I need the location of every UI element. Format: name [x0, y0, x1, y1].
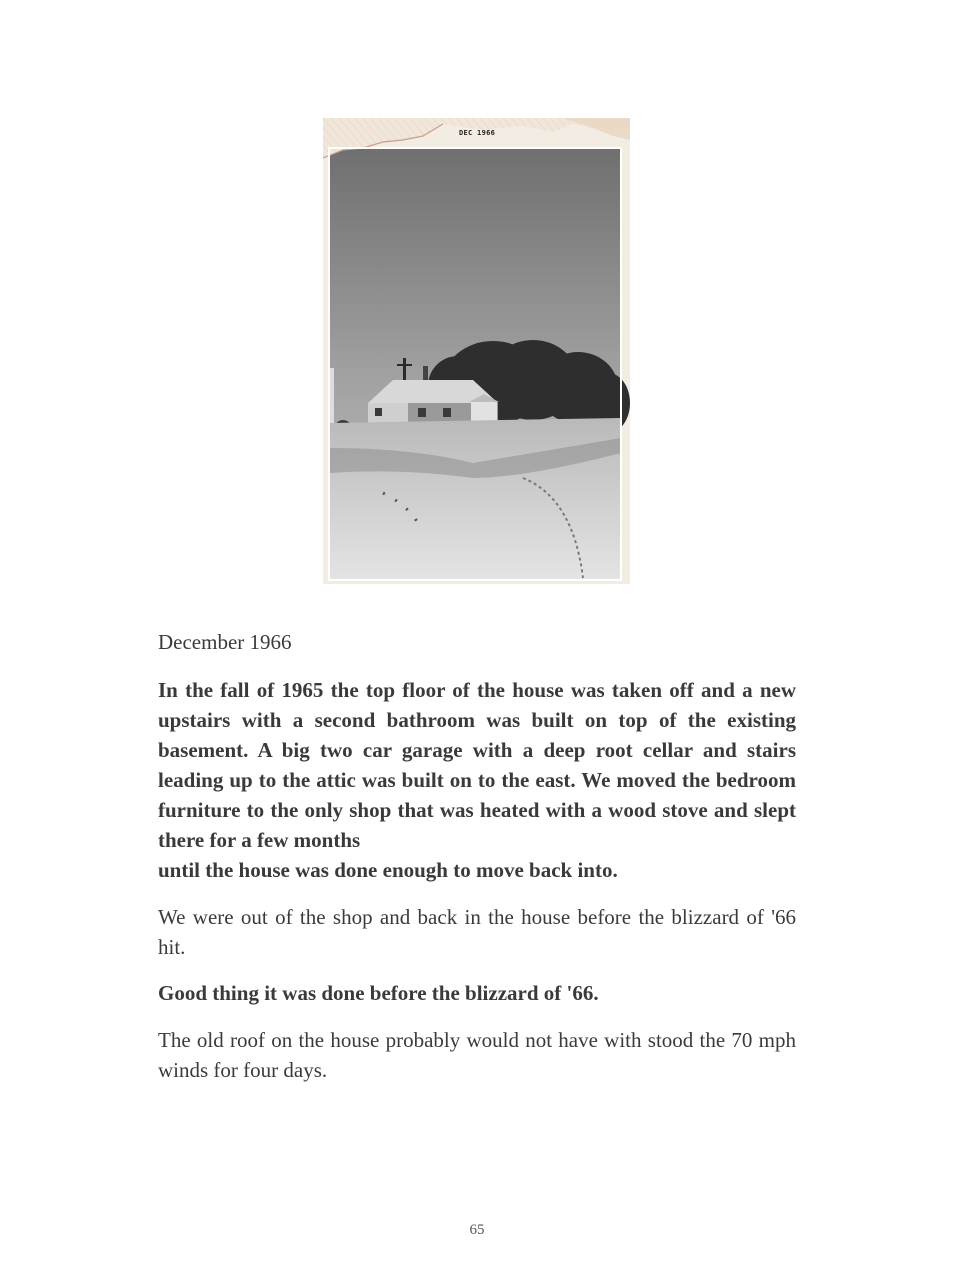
paragraph-renovation-last: until the house was done enough to move back into. — [158, 858, 618, 882]
paragraph-good-thing: Good thing it was done before the blizzard of '66. — [158, 981, 599, 1005]
photo-date-stamp: DEC 1966 — [459, 129, 496, 137]
paragraph-renovation — [158, 675, 796, 885]
paragraph-back-in-house: We were out of the shop and back in the house before the blizzard of '66 hit. — [158, 905, 796, 959]
paragraph-renovation-main: In the fall of 1965 the top floor of the house was taken off and a new upstairs with a second bathroom was built on top of the existing basement. A big two car garage with a deep root cellar and stairs leading up to the attic was built on to the east. We moved the bedroom furniture to the only shop that was heated with a wood stove and slept there for a few months — [158, 678, 796, 852]
farmhouse-winter-photo — [323, 118, 630, 584]
photo-caption: December 1966 — [158, 630, 292, 654]
photo-frame — [323, 118, 630, 584]
paragraph-old-roof: The old roof on the house probably would not have with stood the 70 mph winds for four days. — [158, 1028, 796, 1082]
page-number: 65 — [469, 1222, 485, 1238]
